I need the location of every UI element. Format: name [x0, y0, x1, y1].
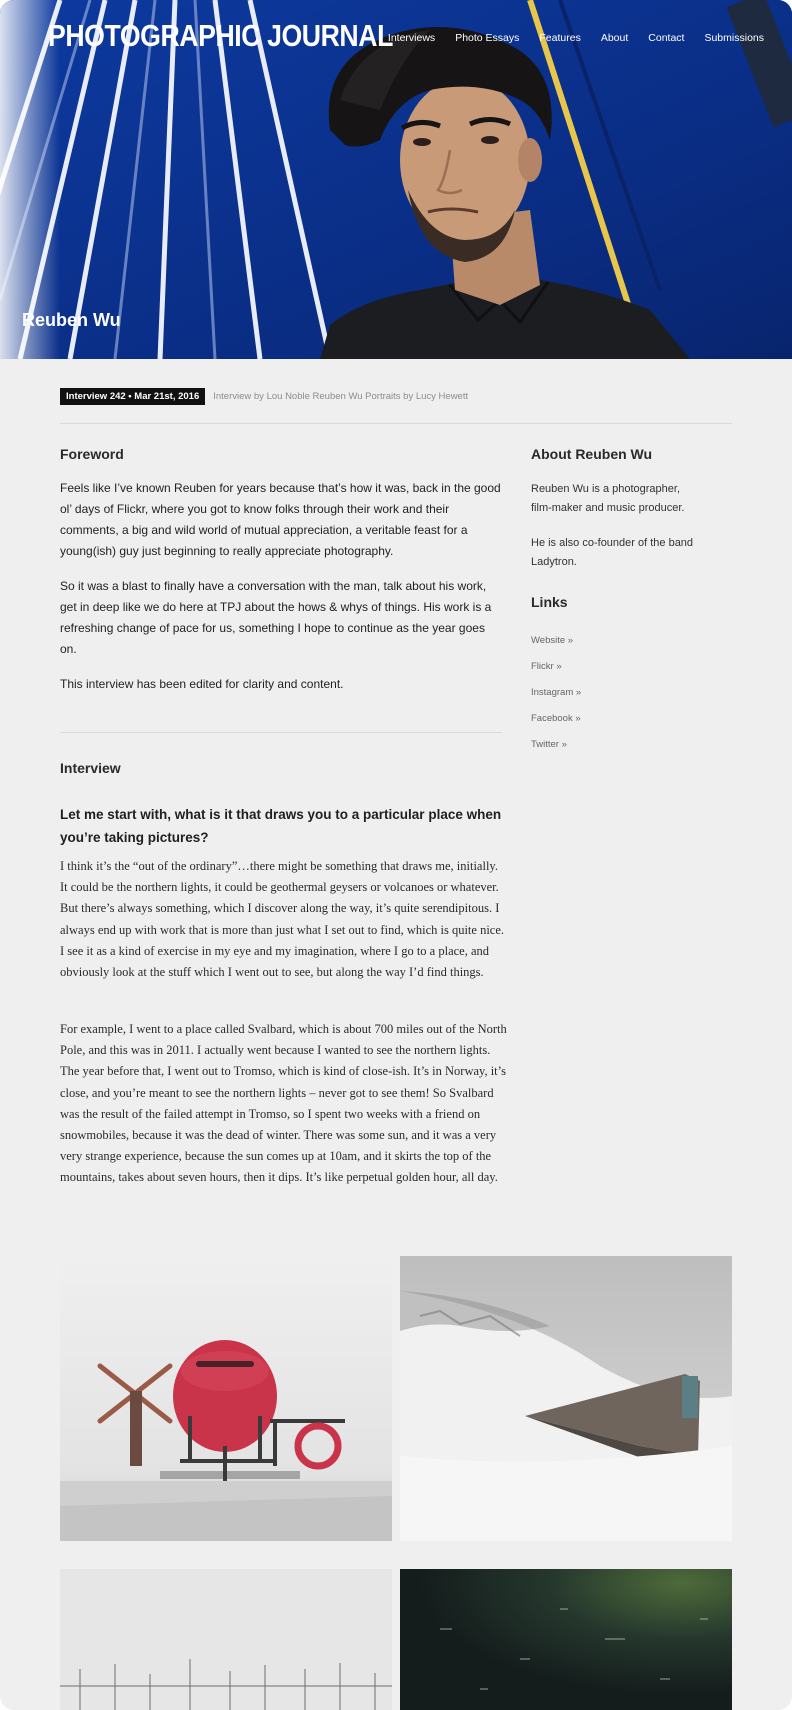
interview-heading: Interview: [60, 760, 121, 776]
foreword-heading: Foreword: [60, 446, 124, 462]
hero-banner: [0, 0, 792, 359]
article-body: [60, 446, 502, 695]
nav-features[interactable]: Features: [539, 32, 581, 44]
link-instagram[interactable]: Instagram »: [531, 687, 582, 698]
nav-interviews[interactable]: Interviews: [387, 32, 436, 44]
foreword-paragraph: This interview has been edited for clarity and content.: [60, 677, 344, 691]
foreword-paragraph: Feels like I’ve known Reuben for years because that’s how it was, back in the good ol’ days of Flickr, where you got to know folks through their work and their comments, a big and wild world of mutual appreciation, a veritable feast for a young(ish) guy just beginning to really appreciate photography.: [60, 481, 501, 558]
section-divider: [60, 732, 502, 733]
foreword-paragraph: So it was a blast to finally have a conversation with the man, talk about his work, get in deep like we do here at TPJ about the hows & whys of things. His work is a refreshing change of pace for us, something I hope to continue as the year goes on.: [60, 579, 492, 656]
photo-fog-landscape[interactable]: [60, 1569, 392, 1710]
hero-subject-name: Reuben Wu: [22, 310, 121, 330]
about-heading: About Reuben Wu: [531, 446, 653, 462]
interview-answer: I think it’s the “out of the ordinary”…there might be something that draws me, initially. It could be the northern lights, it could be geothermal geysers or volcanoes or whatever. But there’s always something, which I discover along the way, it’s quite serendipitous. I always end up with work that is more than just what I set out to find, which is quite nice. I see it as a kind of exercise in my eye and my imagination, where I go to a place, and obviously look at the stuff which I went out to see, but along the way I’d find things.: [60, 859, 505, 980]
link-website[interactable]: Website »: [531, 635, 574, 646]
photo-seed-vault-in-snow[interactable]: [400, 1256, 732, 1541]
article-meta: [60, 388, 468, 405]
nav-contact[interactable]: Contact: [648, 32, 685, 44]
photo-night-sky[interactable]: [400, 1569, 732, 1710]
about-paragraph: Reuben Wu is a photographer, film-maker and music producer.: [531, 483, 685, 514]
links-list: [531, 628, 731, 758]
interview-answer: For example, I went to a place called Svalbard, which is about 700 miles out of the North Pole, and this was in 2011. I actually went because I wanted to see the northern lights. The year before that, I went out to Tromso, which is kind of close-ish. It’s in Norway, it’s close, and you’re meant to see the northern lights – never got to see them! So Svalbard was the result of the failed attempt in Tromso, so I spent two weeks with a friend on snowmobiles, because it was the dead of winter. There was some sun, and it was a very very strange experience, because the sun comes up at 10am, and it skirts the top of the mountains, takes about seven hours, then it dips. It’s like perpetual golden hour, all day.: [60, 1022, 507, 1185]
nav-about[interactable]: About: [600, 32, 629, 44]
article-credits: Interview by Lou Noble Reuben Wu Portraits by Lucy Hewett: [213, 391, 469, 402]
site-logo[interactable]: PHOTOGRAPHIC JOURNAL: [48, 18, 393, 53]
interview-question: Let me start with, what is it that draws you to a particular place when you’re taking pictures?: [60, 807, 502, 845]
about-paragraph: He is also co-founder of the band Ladytron.: [531, 537, 694, 568]
nav-submissions[interactable]: Submissions: [704, 32, 764, 44]
link-twitter[interactable]: Twitter »: [531, 739, 567, 750]
photo-plane-in-snow[interactable]: [60, 1256, 392, 1541]
link-flickr[interactable]: Flickr »: [531, 661, 562, 672]
nav-photo-essays[interactable]: Photo Essays: [455, 32, 520, 44]
sidebar: [531, 446, 731, 758]
link-facebook[interactable]: Facebook »: [531, 713, 581, 724]
meta-divider: [60, 423, 732, 424]
interview-badge: Interview 242 • Mar 21st, 2016: [60, 388, 205, 405]
main-nav: [378, 32, 774, 44]
links-heading: Links: [531, 594, 568, 610]
